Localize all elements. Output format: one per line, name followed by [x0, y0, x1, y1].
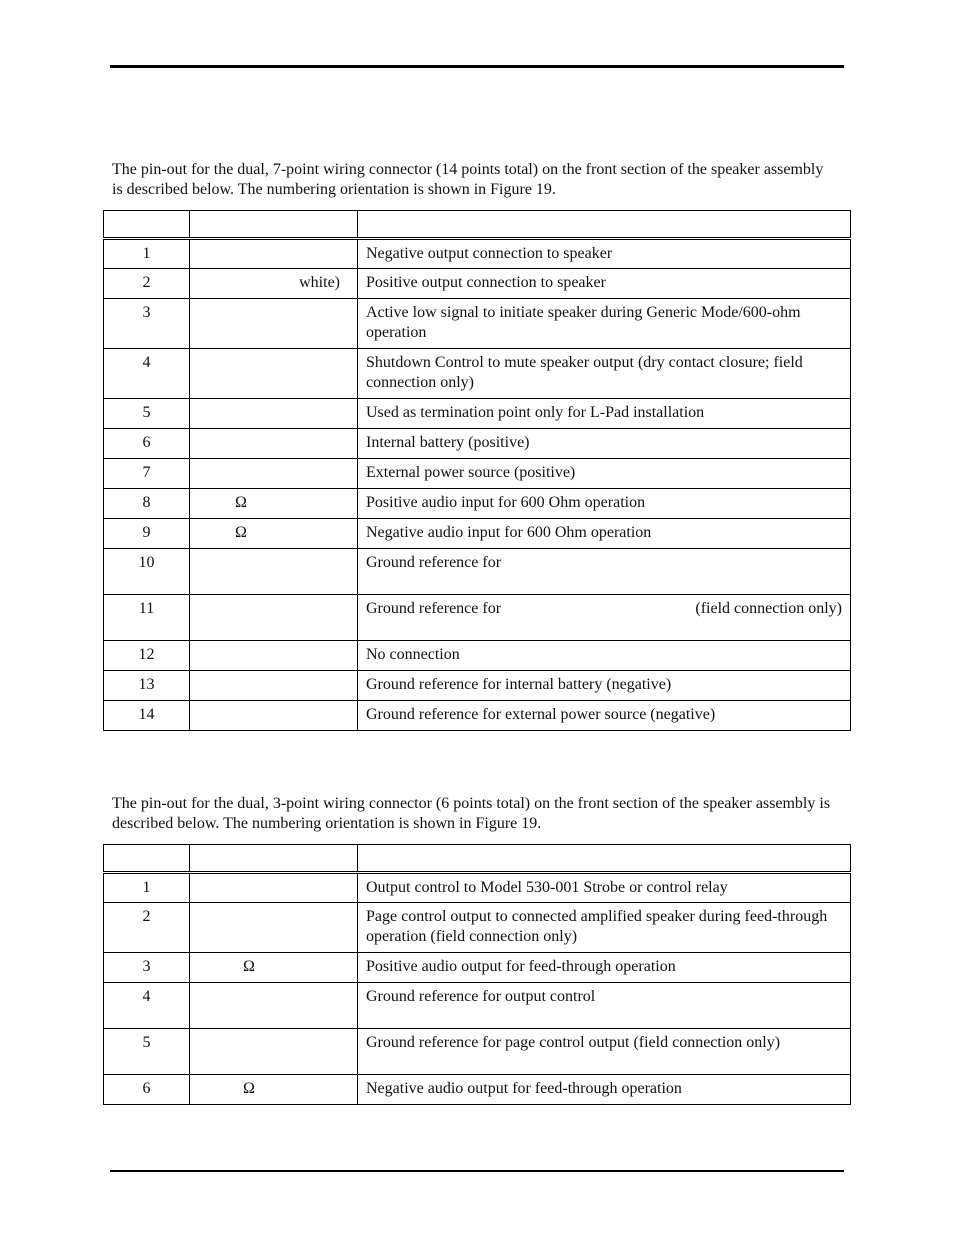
- pin-description: Negative output connection to speaker: [358, 239, 851, 269]
- header-cell-wire: [190, 845, 358, 873]
- pin-number: 1: [104, 239, 190, 269]
- wire-cell: [190, 519, 358, 549]
- table-row: [104, 489, 851, 519]
- pin-description: Negative audio input for 600 Ohm operation: [358, 519, 851, 549]
- table-row: [104, 429, 851, 459]
- table-row: [104, 983, 851, 1029]
- wire-cell: [190, 459, 358, 489]
- pin-description: No connection: [358, 641, 851, 671]
- pin-description: Active low signal to initiate speaker during Generic Mode/600-ohm operation: [358, 299, 851, 349]
- pin-description: Ground reference for output control: [358, 983, 851, 1029]
- table-row: [104, 299, 851, 349]
- pin-number: 3: [104, 953, 190, 983]
- wire-cell: [190, 489, 358, 519]
- ohm-symbol: Ω: [235, 524, 247, 541]
- wire-cell: [190, 1075, 358, 1105]
- pin-description: Ground reference for internal battery (negative): [358, 671, 851, 701]
- pin-description-left: Ground reference for: [366, 600, 502, 617]
- pin-description: Positive audio output for feed-through operation: [358, 953, 851, 983]
- wire-cell: [190, 873, 358, 903]
- header-cell-description: [358, 845, 851, 873]
- pin-number: 6: [104, 429, 190, 459]
- header-cell-description: [358, 211, 851, 239]
- wire-cell: [190, 349, 358, 399]
- wire-cell: [190, 983, 358, 1029]
- pin-number: 13: [104, 671, 190, 701]
- pin-number: 2: [104, 903, 190, 953]
- table-header-row: [104, 845, 851, 873]
- wire-cell: [190, 671, 358, 701]
- pin-description: Shutdown Control to mute speaker output (dry contact closure; field connection only): [358, 349, 851, 399]
- wire-cell: [190, 953, 358, 983]
- wire-cell: [190, 903, 358, 953]
- pin-description: Used as termination point only for L-Pad installation: [358, 399, 851, 429]
- pin-description-right: (field connection only): [695, 600, 842, 617]
- table-row: [104, 903, 851, 953]
- table-row: [104, 399, 851, 429]
- pin-description: Internal battery (positive): [358, 429, 851, 459]
- pin-number: 10: [104, 549, 190, 595]
- wire-cell: [190, 595, 358, 641]
- wire-cell: [190, 549, 358, 595]
- table-row: [104, 349, 851, 399]
- table-row: [104, 953, 851, 983]
- pin-description: External power source (positive): [358, 459, 851, 489]
- pin-description: Positive audio input for 600 Ohm operation: [358, 489, 851, 519]
- pinout-table-6-point: [103, 844, 851, 1105]
- wire-cell: [190, 641, 358, 671]
- pin-number: 11: [104, 595, 190, 641]
- wire-color: white): [299, 274, 340, 291]
- pin-number: 5: [104, 1029, 190, 1075]
- table-row: [104, 701, 851, 731]
- pin-description: Ground reference for: [358, 549, 851, 595]
- table-row: [104, 595, 851, 641]
- pinout-table-14-point: [103, 210, 851, 731]
- wire-cell: [190, 429, 358, 459]
- pin-number: 6: [104, 1075, 190, 1105]
- header-rule: [110, 65, 844, 68]
- table-row: [104, 641, 851, 671]
- pin-description: Positive output connection to speaker: [358, 269, 851, 299]
- table-row: [104, 459, 851, 489]
- pin-description: Ground reference for page control output (field connection only): [358, 1029, 851, 1075]
- pin-description: Page control output to connected amplified speaker during feed-through operation (field connection only): [358, 903, 851, 953]
- wire-cell: [190, 299, 358, 349]
- intro-paragraph-14-point: The pin-out for the dual, 7-point wiring connector (14 points total) on the front section of the speaker assembly is described below. The numbering orientation is shown in Figure 19.: [112, 161, 824, 198]
- pin-number: 8: [104, 489, 190, 519]
- pin-number: 4: [104, 983, 190, 1029]
- table-row: [104, 519, 851, 549]
- pin-description: Output control to Model 530-001 Strobe or control relay: [358, 873, 851, 903]
- pin-number: 1: [104, 873, 190, 903]
- pin-number: 14: [104, 701, 190, 731]
- pin-number: 12: [104, 641, 190, 671]
- header-cell-pin: [104, 211, 190, 239]
- pin-description: [358, 595, 851, 641]
- pin-description: Negative audio output for feed-through operation: [358, 1075, 851, 1105]
- table-row: [104, 873, 851, 903]
- pin-number: 9: [104, 519, 190, 549]
- table-row: [104, 239, 851, 269]
- wire-cell: [190, 399, 358, 429]
- table-row: [104, 1029, 851, 1075]
- pin-number: 2: [104, 269, 190, 299]
- wire-cell: [190, 1029, 358, 1075]
- header-cell-pin: [104, 845, 190, 873]
- wire-cell: [190, 269, 358, 299]
- pin-number: 4: [104, 349, 190, 399]
- table-row: [104, 671, 851, 701]
- header-cell-wire: [190, 211, 358, 239]
- table-row: [104, 269, 851, 299]
- table-row: [104, 549, 851, 595]
- pin-description: Ground reference for external power source (negative): [358, 701, 851, 731]
- wire-cell: [190, 239, 358, 269]
- ohm-symbol: Ω: [235, 494, 247, 511]
- pin-number: 3: [104, 299, 190, 349]
- pin-number: 5: [104, 399, 190, 429]
- table-header-row: [104, 211, 851, 239]
- ohm-symbol: Ω: [243, 1080, 255, 1097]
- wire-cell: [190, 701, 358, 731]
- intro-paragraph-6-point: The pin-out for the dual, 3-point wiring connector (6 points total) on the front section of the speaker assembly is described below. The numbering orientation is shown in Figure 19.: [112, 795, 831, 832]
- ohm-symbol: Ω: [243, 958, 255, 975]
- pin-number: 7: [104, 459, 190, 489]
- footer-rule: [110, 1170, 844, 1172]
- table-row: [104, 1075, 851, 1105]
